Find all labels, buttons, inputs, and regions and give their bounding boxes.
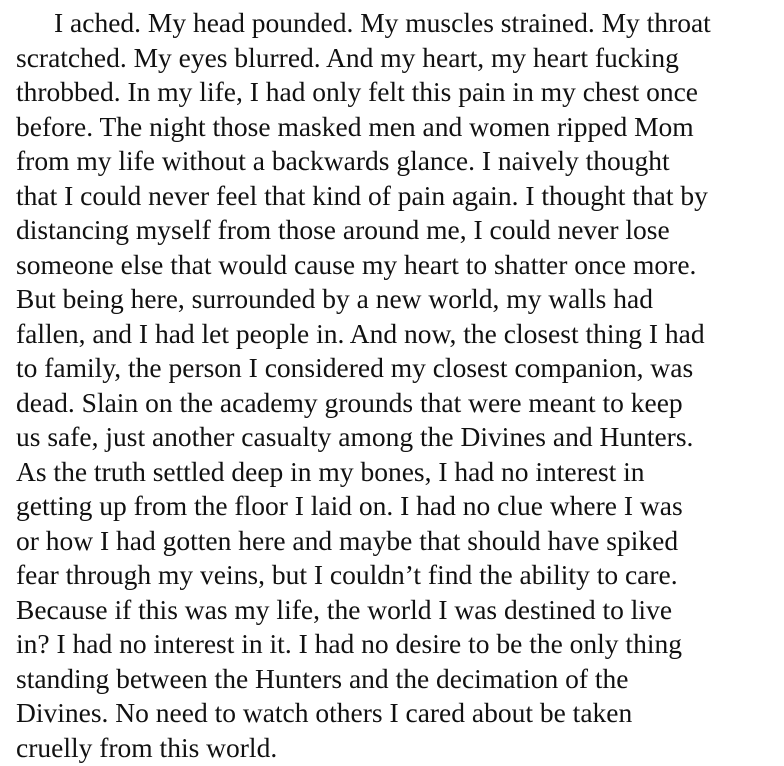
paragraph-line: before. The night those masked men and women ripped Mom (16, 110, 694, 142)
paragraph-line: dead. Slain on the academy grounds that were meant to keep (16, 386, 683, 418)
paragraph-line: cruelly from this world. (16, 731, 278, 763)
paragraph-line: Divines. No need to watch others I cared about be taken (16, 697, 633, 728)
paragraph-line: But being here, surrounded by a new world, my walls had (16, 283, 653, 314)
paragraph-line: As the truth settled deep in my bones, I had no interest in (16, 455, 645, 487)
paragraph-line: to family, the person I considered my closest companion, was (16, 352, 694, 383)
paragraph-line: scratched. My eyes blurred. And my heart, my heart fucking (16, 41, 679, 73)
paragraph-line: standing between the Hunters and the decimation of the (16, 662, 629, 694)
paragraph-line: someone else that would cause my heart to shatter once more. (16, 248, 697, 280)
paragraph-line: throbbed. In my life, I had only felt this pain in my chest once (16, 76, 698, 107)
paragraph (16, 6, 776, 765)
paragraph-line: fallen, and I had let people in. And now, the closest thing I had (16, 317, 705, 349)
paragraph-line: getting up from the floor I laid on. I had no clue where I was (16, 490, 683, 521)
paragraph-line: in? I had no interest in it. I had no desire to be the only thing (16, 628, 682, 659)
paragraph-line: Because if this was my life, the world I was destined to live (16, 593, 673, 625)
paragraph-line: from my life without a backwards glance. I naively thought (16, 145, 670, 176)
paragraph-line: I ached. My head pounded. My muscles strained. My throat (54, 7, 711, 38)
paragraph-line: us safe, just another casualty among the Divines and Hunters. (16, 421, 694, 452)
paragraph-line: fear through my veins, but I couldn’t find the ability to care. (16, 559, 678, 590)
paragraph-line: or how I had gotten here and maybe that should have spiked (16, 524, 679, 556)
paragraph-line: that I could never feel that kind of pain again. I thought that by (16, 179, 708, 211)
paragraph-line: distancing myself from those around me, I could never lose (16, 214, 670, 245)
